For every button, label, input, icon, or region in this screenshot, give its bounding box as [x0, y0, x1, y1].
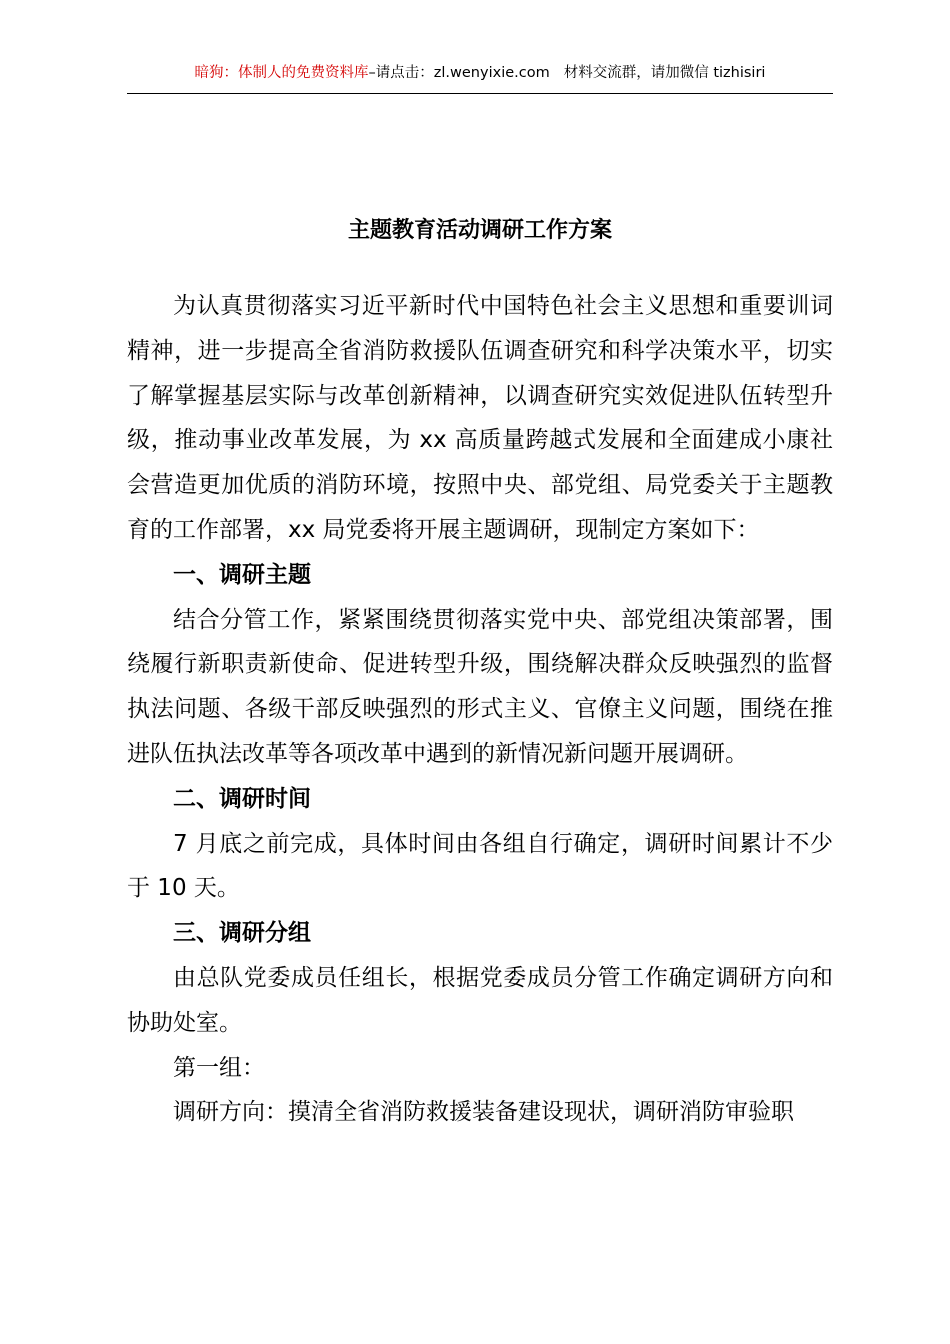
document-title: 主题教育活动调研工作方案 [347, 218, 612, 243]
section-body-groups: 由总队党委成员任组长，根据党委成员分管工作确定调研方向和协助处室。 [127, 964, 833, 1036]
section-body-topic: 结合分管工作，紧紧围绕贯彻落实党中央、部党组决策部署，围绕履行新职责新使命、促进转型升级，围绕解决群众反映强烈的监督执法问题、各级干部反映强烈的形式主义、官僚主义问题，围绕在推进队伍执法改革等各项改革中遇到的新情况新问题开展调研。 [127, 606, 833, 767]
section-body-time: 7 月底之前完成，具体时间由各组自行确定，调研时间累计不少于 10 天。 [127, 830, 833, 902]
header-click-prompt: –请点击： [368, 65, 434, 81]
section-heading-topic: 一、调研主题 [173, 561, 311, 588]
page-header [127, 62, 833, 94]
group-one-label: 第一组： [173, 1054, 265, 1081]
section-heading-groups: 三、调研分组 [173, 920, 311, 947]
header-wechat-note: 材料交流群，请加微信 tizhisiri [563, 65, 766, 81]
document-body [127, 284, 833, 1135]
header-url-link[interactable]: zl.wenyixie.com [433, 65, 550, 81]
group-one-direction: 调研方向：摸清全省消防救援装备建设现状，调研消防审验职 [173, 1099, 794, 1126]
section-heading-time: 二、调研时间 [173, 785, 311, 812]
intro-paragraph: 为认真贯彻落实习近平新时代中国特色社会主义思想和重要训词精神，进一步提高全省消防救援队伍调查研究和科学决策水平，切实了解掌握基层实际与改革创新精神，以调查研究实效促进队伍转型升级，推动事业改革发展，为 xx 高质量跨越式发展和全面建成小康社会营造更加优质的消防环境，按照中央、部党组、局党委关于主题教育的工作部署，xx 局党委将开展主题调研，现制定方案如下： [127, 293, 833, 543]
header-site-name: 暗狗：体制人的免费资料库 [194, 65, 369, 81]
